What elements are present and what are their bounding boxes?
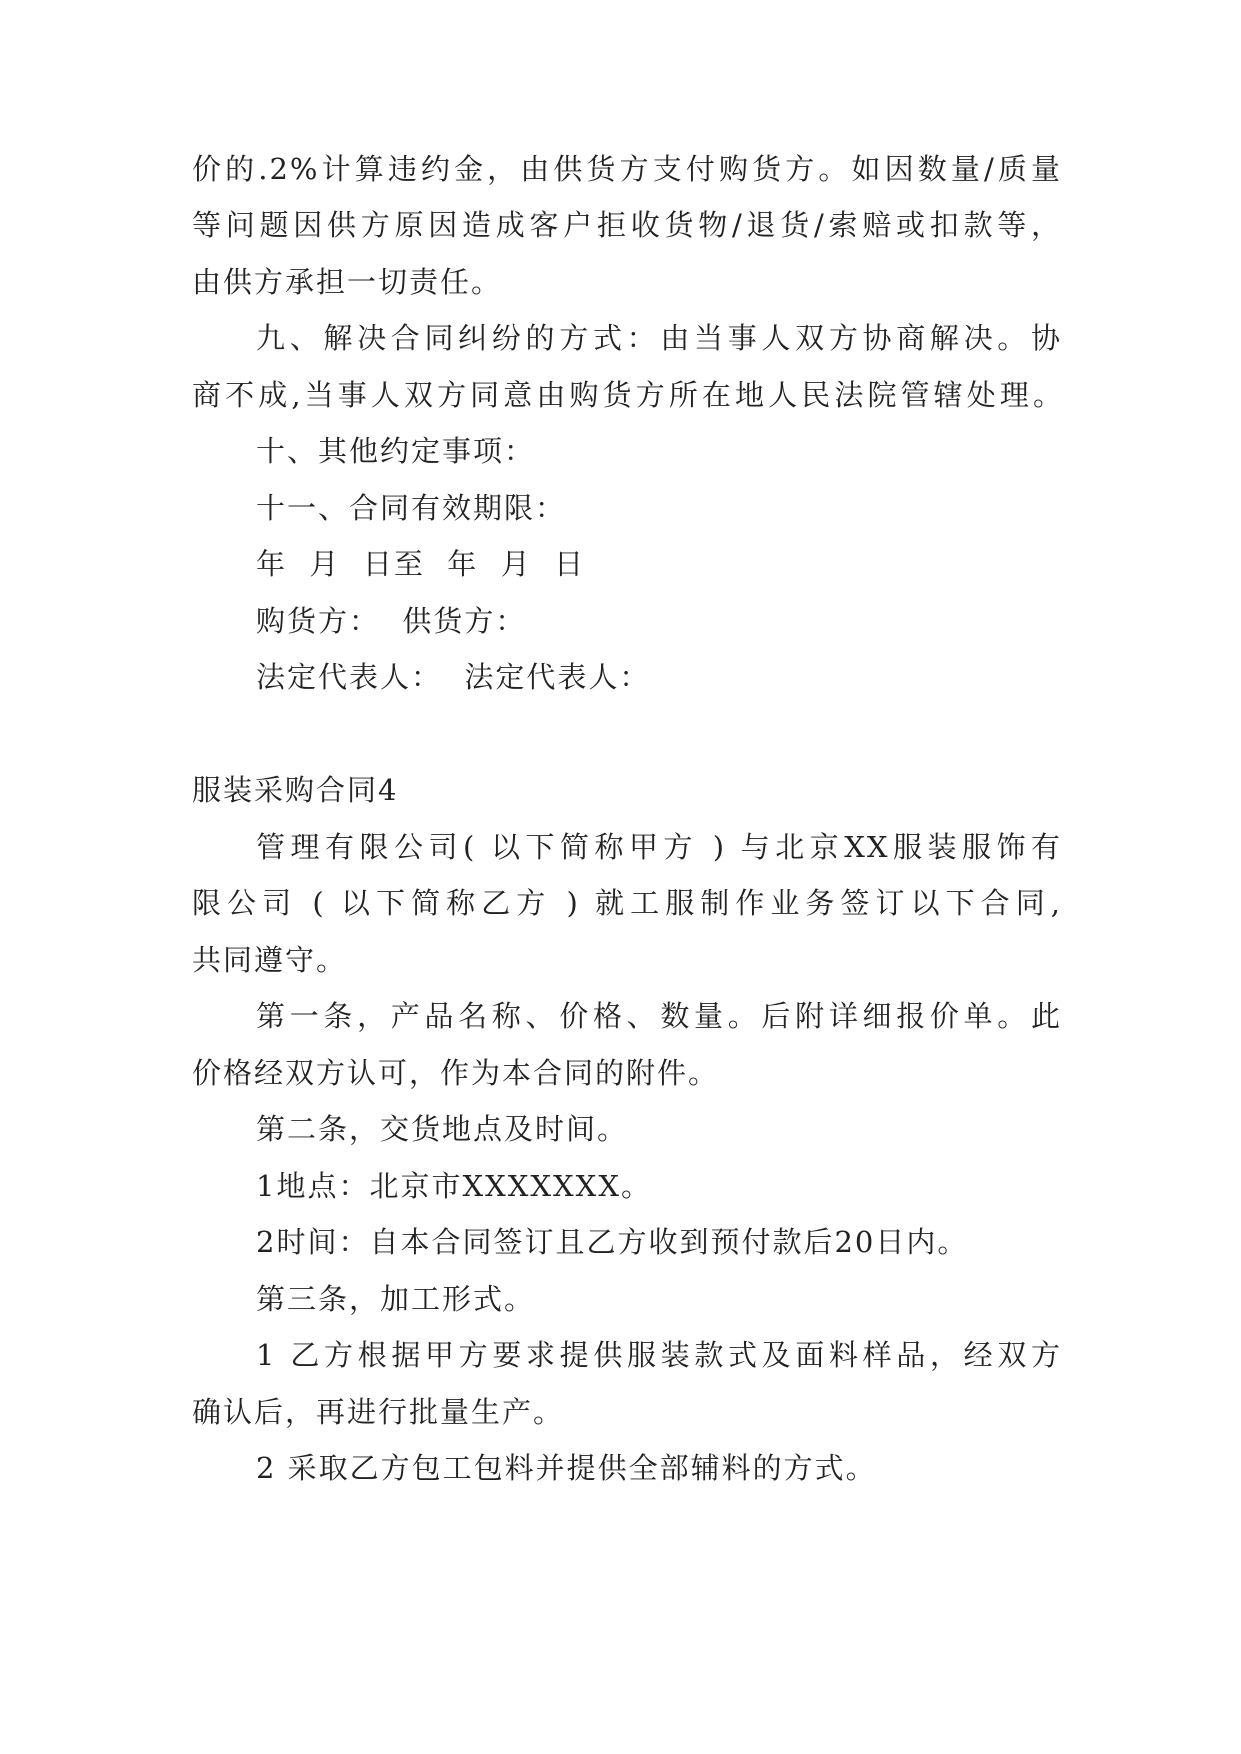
clause-heading: 第二条，交货地点及时间。: [256, 1112, 629, 1146]
section-heading: 服装采购合同4: [192, 773, 399, 807]
clause-heading: 第三条，加工形式。: [256, 1282, 536, 1316]
paragraph-line: 价的.2%计算违约金，由供货方支付购货方。如因数量/质量: [192, 152, 1062, 186]
paragraph-line: 限公司 ( 以下简称乙方 ) 就工服制作业务签订以下合同,: [192, 886, 1062, 920]
paragraph-line: 1 乙方根据甲方要求提供服装款式及面料样品，经双方: [256, 1338, 1062, 1372]
paragraph-line: 等问题因供方原因造成客户拒收货物/退货/索赔或扣款等，: [192, 208, 1062, 242]
legal-representative-line: 法定代表人： 法定代表人：: [256, 660, 651, 694]
paragraph-line: 确认后，再进行批量生产。: [192, 1395, 565, 1429]
paragraph-line: 2时间：自本合同签订且乙方收到预付款后20日内。: [256, 1225, 969, 1259]
paragraph-line: 商不成,当事人双方同意由购货方所在地人民法院管辖处理。: [192, 378, 1062, 412]
paragraph-line: 由供方承担一切责任。: [192, 265, 503, 299]
paragraph-line: 共同遵守。: [192, 943, 348, 977]
date-range-line: 年 月 日至 年 月 日: [256, 547, 586, 581]
paragraph-line: 第一条，产品名称、价格、数量。后附详细报价单。此: [256, 999, 1062, 1033]
paragraph-line: 2 采取乙方包工包料并提供全部辅料的方式。: [256, 1451, 877, 1485]
signature-parties-line: 购货方： 供货方：: [256, 604, 527, 638]
paragraph-line: 九、解决合同纠纷的方式：由当事人双方协商解决。协: [256, 321, 1062, 355]
paragraph-line: 1地点：北京市XXXXXXX。: [256, 1169, 652, 1203]
paragraph-line: 管理有限公司( 以下简称甲方 ) 与北京XX服装服饰有: [256, 830, 1062, 864]
paragraph-line: 十、其他约定事项：: [256, 434, 536, 468]
paragraph-line: 十一、合同有效期限：: [256, 491, 567, 525]
paragraph-line: 价格经双方认可，作为本合同的附件。: [192, 1056, 720, 1090]
